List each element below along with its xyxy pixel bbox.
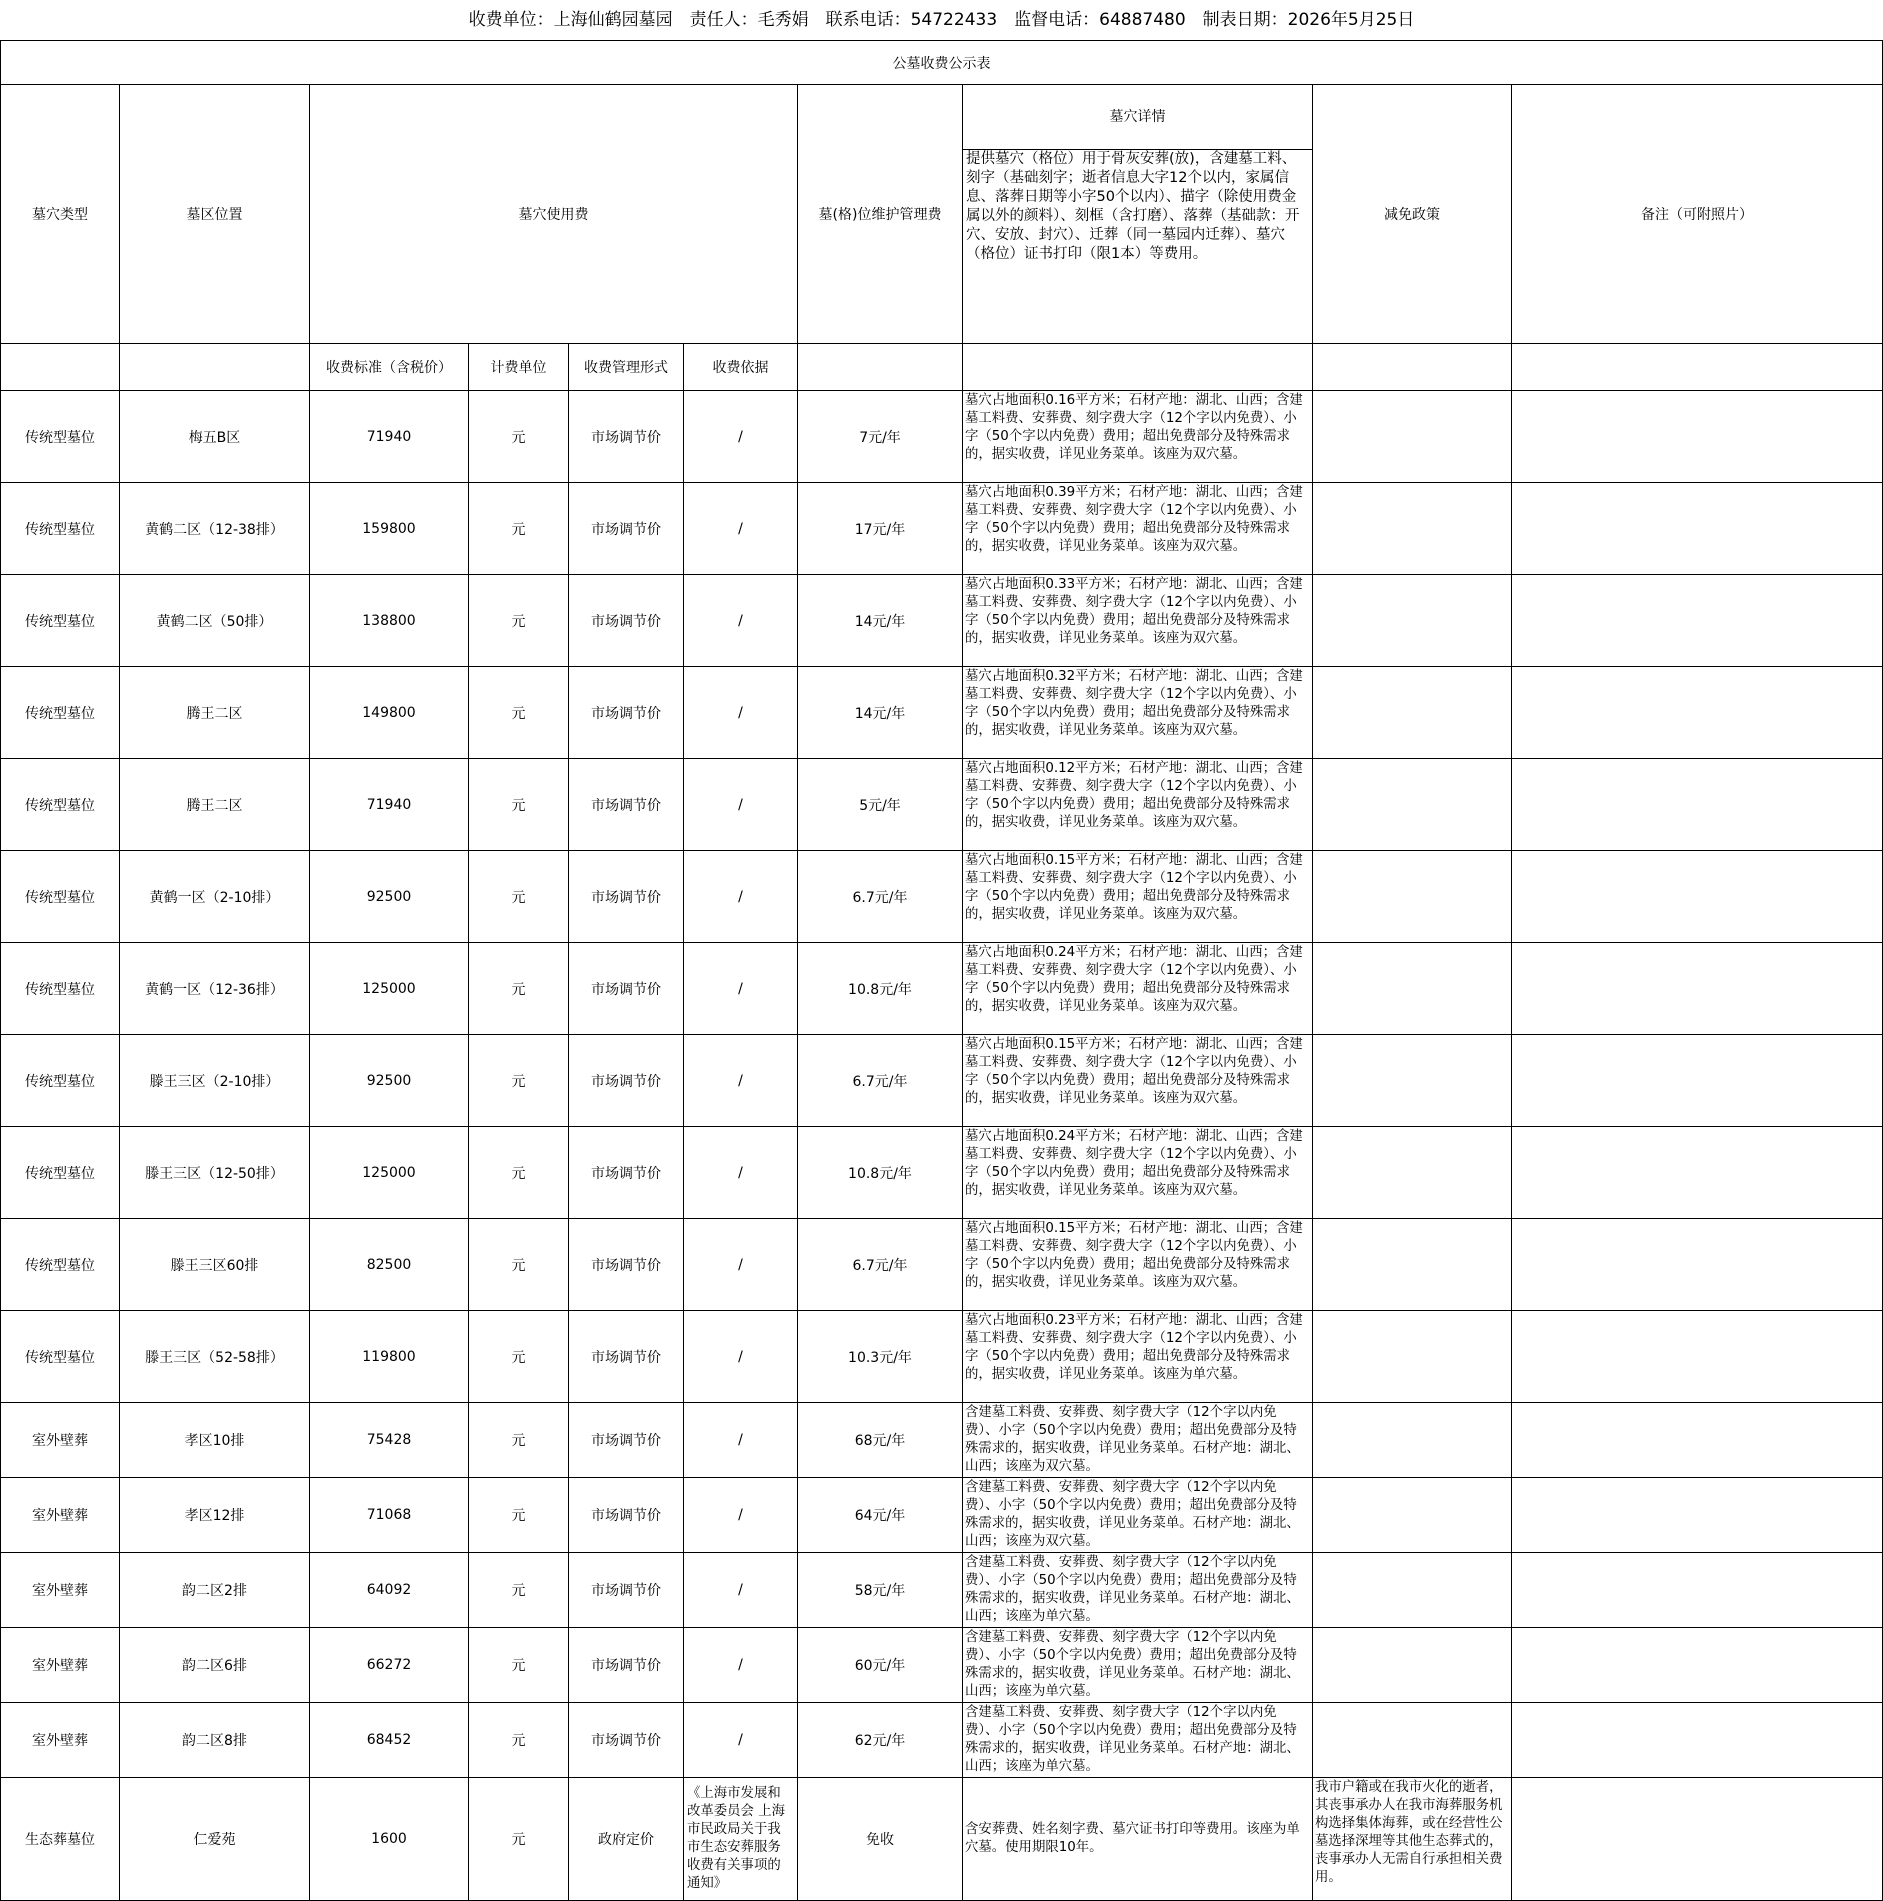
cell-remark	[1512, 759, 1883, 851]
cell-location: 滕王三区（12-50排）	[120, 1127, 310, 1219]
cell-location: 仁爱苑	[120, 1778, 310, 1901]
cell-mode: 市场调节价	[569, 391, 684, 483]
cell-mode: 市场调节价	[569, 1127, 684, 1219]
cell-maintenance: 17元/年	[798, 483, 963, 575]
cell-remark	[1512, 483, 1883, 575]
cell-basis: /	[684, 1219, 798, 1311]
cell-basis: 《上海市发展和改革委员会 上海市民政局关于我市生态安葬服务收费有关事项的通知》	[684, 1778, 798, 1901]
table-row	[1, 1628, 1883, 1703]
cell-unit: 元	[469, 1035, 569, 1127]
cell-policy	[1313, 575, 1512, 667]
cell-location: 腾王二区	[120, 759, 310, 851]
cell-unit: 元	[469, 851, 569, 943]
cell-unit: 元	[469, 1403, 569, 1478]
cell-location: 孝区10排	[120, 1403, 310, 1478]
cell-basis: /	[684, 759, 798, 851]
cell-price: 1600	[310, 1778, 469, 1901]
cell-maintenance: 10.3元/年	[798, 1311, 963, 1403]
cell-remark	[1512, 851, 1883, 943]
cell-detail: 墓穴占地面积0.15平方米；石材产地：湖北、山西；含建墓工料费、安葬费、刻字费大字（12个字以内免费）、小字（50个字以内免费）费用；超出免费部分及特殊需求的，据实收费，详见业务菜单。该座为双穴墓。	[963, 1219, 1313, 1311]
cell-detail: 墓穴占地面积0.16平方米；石材产地：湖北、山西；含建墓工料费、安葬费、刻字费大字（12个字以内免费）、小字（50个字以内免费）费用；超出免费部分及特殊需求的，据实收费，详见业务菜单。该座为双穴墓。	[963, 391, 1313, 483]
cell-maintenance: 6.7元/年	[798, 1035, 963, 1127]
cell-type: 室外壁葬	[1, 1703, 120, 1778]
cell-type: 传统型墓位	[1, 759, 120, 851]
cell-type: 传统型墓位	[1, 851, 120, 943]
cell-mode: 市场调节价	[569, 759, 684, 851]
cell-location: 腾王二区	[120, 667, 310, 759]
cell-type: 传统型墓位	[1, 391, 120, 483]
cell-maintenance: 免收	[798, 1778, 963, 1901]
fee-table	[0, 40, 1883, 1901]
cell-maintenance: 64元/年	[798, 1478, 963, 1553]
cell-type: 室外壁葬	[1, 1553, 120, 1628]
cell-unit: 元	[469, 667, 569, 759]
cell-remark	[1512, 575, 1883, 667]
cell-price: 149800	[310, 667, 469, 759]
cell-location: 孝区12排	[120, 1478, 310, 1553]
subheader-blank	[120, 344, 310, 391]
col-detail-note: 提供墓穴（格位）用于骨灰安葬(放)，含建墓工料、刻字（基础刻字；逝者信息大字12个以内，家属信息、落葬日期等小字50个以内）、描字（除使用费金属以外的颜料）、刻框（含打磨）、落葬（基础款：开穴、安放、封穴）、迁葬（同一墓园内迁葬）、墓穴（格位）证书打印（限1本）等费用。	[966, 151, 1300, 262]
cell-price: 125000	[310, 943, 469, 1035]
table-title: 公墓收费公示表	[1, 41, 1883, 85]
cell-policy	[1313, 1219, 1512, 1311]
cell-remark	[1512, 667, 1883, 759]
cell-policy	[1313, 1403, 1512, 1478]
col-usage-fee-header: 墓穴使用费	[310, 85, 798, 344]
cell-policy	[1313, 1127, 1512, 1219]
cell-basis: /	[684, 391, 798, 483]
cell-location: 韵二区2排	[120, 1553, 310, 1628]
table-row	[1, 943, 1883, 1035]
cell-price: 71068	[310, 1478, 469, 1553]
cell-unit: 元	[469, 1628, 569, 1703]
cell-basis: /	[684, 1035, 798, 1127]
cell-maintenance: 10.8元/年	[798, 1127, 963, 1219]
col-location-header: 墓区位置	[120, 85, 310, 344]
cell-detail: 含安葬费、姓名刻字费、墓穴证书打印等费用。该座为单穴墓。使用期限10年。	[963, 1778, 1313, 1901]
col-type-header: 墓穴类型	[1, 85, 120, 344]
cell-price: 64092	[310, 1553, 469, 1628]
cell-policy	[1313, 483, 1512, 575]
table-row	[1, 1553, 1883, 1628]
cell-type: 传统型墓位	[1, 483, 120, 575]
cell-type: 传统型墓位	[1, 1311, 120, 1403]
cell-basis: /	[684, 851, 798, 943]
subheader-blank	[963, 344, 1313, 391]
cell-unit: 元	[469, 575, 569, 667]
subheader-standard: 收费标准（含税价）	[310, 344, 469, 391]
cell-basis: /	[684, 575, 798, 667]
col-detail-header-cell	[963, 85, 1313, 344]
table-row	[1, 391, 1883, 483]
cell-basis: /	[684, 1403, 798, 1478]
cell-location: 黄鹤一区（12-36排）	[120, 943, 310, 1035]
cell-price: 71940	[310, 391, 469, 483]
cell-policy	[1313, 667, 1512, 759]
cell-detail: 墓穴占地面积0.39平方米；石材产地：湖北、山西；含建墓工料费、安葬费、刻字费大字（12个字以内免费）、小字（50个字以内免费）费用；超出免费部分及特殊需求的，据实收费，详见业务菜单。该座为双穴墓。	[963, 483, 1313, 575]
table-row	[1, 483, 1883, 575]
cell-mode: 市场调节价	[569, 1703, 684, 1778]
table-row	[1, 575, 1883, 667]
table-row	[1, 1035, 1883, 1127]
cell-location: 韵二区8排	[120, 1703, 310, 1778]
table-row	[1, 1127, 1883, 1219]
cell-basis: /	[684, 1553, 798, 1628]
cell-detail: 墓穴占地面积0.24平方米；石材产地：湖北、山西；含建墓工料费、安葬费、刻字费大字（12个字以内免费）、小字（50个字以内免费）费用；超出免费部分及特殊需求的，据实收费，详见业务菜单。该座为双穴墓。	[963, 1127, 1313, 1219]
cell-basis: /	[684, 1127, 798, 1219]
cell-price: 138800	[310, 575, 469, 667]
cell-unit: 元	[469, 391, 569, 483]
col-policy-header: 减免政策	[1313, 85, 1512, 344]
cell-remark	[1512, 1403, 1883, 1478]
cell-remark	[1512, 1478, 1883, 1553]
cell-detail: 墓穴占地面积0.24平方米；石材产地：湖北、山西；含建墓工料费、安葬费、刻字费大字（12个字以内免费）、小字（50个字以内免费）费用；超出免费部分及特殊需求的，据实收费，详见业务菜单。该座为双穴墓。	[963, 943, 1313, 1035]
cell-type: 室外壁葬	[1, 1403, 120, 1478]
cell-location: 滕王三区（52-58排）	[120, 1311, 310, 1403]
cell-basis: /	[684, 667, 798, 759]
cell-policy	[1313, 391, 1512, 483]
cell-remark	[1512, 1127, 1883, 1219]
cell-type: 生态葬墓位	[1, 1778, 120, 1901]
cell-policy	[1313, 1628, 1512, 1703]
cell-policy	[1313, 851, 1512, 943]
cell-remark	[1512, 1703, 1883, 1778]
cell-policy	[1313, 1035, 1512, 1127]
cell-price: 119800	[310, 1311, 469, 1403]
cell-type: 传统型墓位	[1, 1219, 120, 1311]
cell-basis: /	[684, 1703, 798, 1778]
cell-unit: 元	[469, 1778, 569, 1901]
cell-maintenance: 58元/年	[798, 1553, 963, 1628]
cell-maintenance: 6.7元/年	[798, 1219, 963, 1311]
cell-remark	[1512, 1035, 1883, 1127]
cell-price: 68452	[310, 1703, 469, 1778]
cell-detail: 墓穴占地面积0.32平方米；石材产地：湖北、山西；含建墓工料费、安葬费、刻字费大字（12个字以内免费）、小字（50个字以内免费）费用；超出免费部分及特殊需求的，据实收费，详见业务菜单。该座为双穴墓。	[963, 667, 1313, 759]
cell-mode: 市场调节价	[569, 1311, 684, 1403]
cell-location: 梅五B区	[120, 391, 310, 483]
cell-type: 传统型墓位	[1, 1035, 120, 1127]
cell-remark	[1512, 1311, 1883, 1403]
table-row	[1, 1311, 1883, 1403]
cell-location: 滕王三区60排	[120, 1219, 310, 1311]
cell-policy	[1313, 943, 1512, 1035]
cell-remark	[1512, 1628, 1883, 1703]
cell-mode: 市场调节价	[569, 1219, 684, 1311]
cell-location: 滕王三区（2-10排）	[120, 1035, 310, 1127]
cell-location: 黄鹤二区（50排）	[120, 575, 310, 667]
cell-mode: 政府定价	[569, 1778, 684, 1901]
cell-detail: 墓穴占地面积0.15平方米；石材产地：湖北、山西；含建墓工料费、安葬费、刻字费大字（12个字以内免费）、小字（50个字以内免费）费用；超出免费部分及特殊需求的，据实收费，详见业务菜单。该座为双穴墓。	[963, 1035, 1313, 1127]
cell-policy	[1313, 1478, 1512, 1553]
cell-remark	[1512, 1553, 1883, 1628]
cell-price: 71940	[310, 759, 469, 851]
table-row	[1, 1403, 1883, 1478]
cell-detail: 含建墓工料费、安葬费、刻字费大字（12个字以内免费）、小字（50个字以内免费）费用；超出免费部分及特殊需求的，据实收费，详见业务菜单。石材产地：湖北、山西；该座为单穴墓。	[963, 1628, 1313, 1703]
cell-mode: 市场调节价	[569, 1478, 684, 1553]
cell-price: 92500	[310, 851, 469, 943]
cell-type: 室外壁葬	[1, 1478, 120, 1553]
cell-type: 传统型墓位	[1, 667, 120, 759]
cell-maintenance: 14元/年	[798, 575, 963, 667]
table-row	[1, 851, 1883, 943]
table-row	[1, 667, 1883, 759]
cell-basis: /	[684, 483, 798, 575]
cell-mode: 市场调节价	[569, 851, 684, 943]
cell-mode: 市场调节价	[569, 1035, 684, 1127]
cell-type: 传统型墓位	[1, 943, 120, 1035]
cell-price: 125000	[310, 1127, 469, 1219]
cell-detail: 墓穴占地面积0.12平方米；石材产地：湖北、山西；含建墓工料费、安葬费、刻字费大字（12个字以内免费）、小字（50个字以内免费）费用；超出免费部分及特殊需求的，据实收费，详见业务菜单。该座为双穴墓。	[963, 759, 1313, 851]
cell-price: 66272	[310, 1628, 469, 1703]
cell-type: 传统型墓位	[1, 1127, 120, 1219]
cell-policy	[1313, 1553, 1512, 1628]
table-row	[1, 1778, 1883, 1901]
cell-mode: 市场调节价	[569, 483, 684, 575]
cell-policy: 我市户籍或在我市火化的逝者，其丧事承办人在我市海葬服务机构选择集体海葬，或在经营性公墓选择深埋等其他生态葬式的，丧事承办人无需自行承担相关费用。	[1313, 1778, 1512, 1901]
cell-basis: /	[684, 1628, 798, 1703]
cell-mode: 市场调节价	[569, 1403, 684, 1478]
cell-unit: 元	[469, 483, 569, 575]
cell-price: 82500	[310, 1219, 469, 1311]
cell-mode: 市场调节价	[569, 575, 684, 667]
cell-policy	[1313, 759, 1512, 851]
subheader-blank	[1, 344, 120, 391]
cell-location: 黄鹤一区（2-10排）	[120, 851, 310, 943]
subheader-unit: 计费单位	[469, 344, 569, 391]
cell-maintenance: 5元/年	[798, 759, 963, 851]
cell-unit: 元	[469, 1127, 569, 1219]
cell-price: 75428	[310, 1403, 469, 1478]
cell-maintenance: 60元/年	[798, 1628, 963, 1703]
cell-unit: 元	[469, 1311, 569, 1403]
cell-price: 92500	[310, 1035, 469, 1127]
cell-type: 传统型墓位	[1, 575, 120, 667]
cell-remark	[1512, 943, 1883, 1035]
cell-remark	[1512, 1219, 1883, 1311]
col-maintenance-header: 墓(格)位维护管理费	[798, 85, 963, 344]
cell-unit: 元	[469, 1219, 569, 1311]
cell-maintenance: 6.7元/年	[798, 851, 963, 943]
subheader-blank	[1313, 344, 1512, 391]
cell-detail: 含建墓工料费、安葬费、刻字费大字（12个字以内免费）、小字（50个字以内免费）费用；超出免费部分及特殊需求的，据实收费，详见业务菜单。石材产地：湖北、山西；该座为双穴墓。	[963, 1478, 1313, 1553]
table-row	[1, 1219, 1883, 1311]
page-header: 收费单位：上海仙鹤园墓园 责任人：毛秀娟 联系电话：54722433 监督电话：64887480 制表日期：2026年5月25日	[468, 10, 1415, 30]
cell-detail: 含建墓工料费、安葬费、刻字费大字（12个字以内免费）、小字（50个字以内免费）费用；超出免费部分及特殊需求的，据实收费，详见业务菜单。石材产地：湖北、山西；该座为双穴墓。	[963, 1403, 1313, 1478]
cell-remark	[1512, 391, 1883, 483]
table-row	[1, 1478, 1883, 1553]
cell-location: 韵二区6排	[120, 1628, 310, 1703]
cell-maintenance: 10.8元/年	[798, 943, 963, 1035]
cell-detail: 墓穴占地面积0.23平方米；石材产地：湖北、山西；含建墓工料费、安葬费、刻字费大字（12个字以内免费）、小字（50个字以内免费）费用；超出免费部分及特殊需求的，据实收费，详见业务菜单。该座为单穴墓。	[963, 1311, 1313, 1403]
cell-unit: 元	[469, 759, 569, 851]
cell-mode: 市场调节价	[569, 667, 684, 759]
subheader-basis: 收费依据	[684, 344, 798, 391]
cell-detail: 墓穴占地面积0.33平方米；石材产地：湖北、山西；含建墓工料费、安葬费、刻字费大字（12个字以内免费）、小字（50个字以内免费）费用；超出免费部分及特殊需求的，据实收费，详见业务菜单。该座为双穴墓。	[963, 575, 1313, 667]
cell-mode: 市场调节价	[569, 1628, 684, 1703]
cell-basis: /	[684, 1311, 798, 1403]
subheader-blank	[1512, 344, 1883, 391]
col-detail-header: 墓穴详情	[963, 85, 1313, 150]
cell-location: 黄鹤二区（12-38排）	[120, 483, 310, 575]
cell-unit: 元	[469, 1703, 569, 1778]
cell-maintenance: 68元/年	[798, 1403, 963, 1478]
subheader-blank	[798, 344, 963, 391]
cell-policy	[1313, 1703, 1512, 1778]
cell-mode: 市场调节价	[569, 1553, 684, 1628]
table-row	[1, 759, 1883, 851]
cell-detail: 墓穴占地面积0.15平方米；石材产地：湖北、山西；含建墓工料费、安葬费、刻字费大字（12个字以内免费）、小字（50个字以内免费）费用；超出免费部分及特殊需求的，据实收费，详见业务菜单。该座为双穴墓。	[963, 851, 1313, 943]
col-remark-header: 备注（可附照片）	[1512, 85, 1883, 344]
cell-detail: 含建墓工料费、安葬费、刻字费大字（12个字以内免费）、小字（50个字以内免费）费用；超出免费部分及特殊需求的，据实收费，详见业务菜单。石材产地：湖北、山西；该座为单穴墓。	[963, 1553, 1313, 1628]
cell-policy	[1313, 1311, 1512, 1403]
cell-unit: 元	[469, 1553, 569, 1628]
cell-basis: /	[684, 943, 798, 1035]
subheader-mode: 收费管理形式	[569, 344, 684, 391]
cell-maintenance: 14元/年	[798, 667, 963, 759]
cell-remark	[1512, 1778, 1883, 1901]
cell-maintenance: 62元/年	[798, 1703, 963, 1778]
cell-unit: 元	[469, 1478, 569, 1553]
cell-type: 室外壁葬	[1, 1628, 120, 1703]
table-row	[1, 1703, 1883, 1778]
cell-unit: 元	[469, 943, 569, 1035]
cell-price: 159800	[310, 483, 469, 575]
cell-basis: /	[684, 1478, 798, 1553]
cell-maintenance: 7元/年	[798, 391, 963, 483]
cell-mode: 市场调节价	[569, 943, 684, 1035]
cell-detail: 含建墓工料费、安葬费、刻字费大字（12个字以内免费）、小字（50个字以内免费）费用；超出免费部分及特殊需求的，据实收费，详见业务菜单。石材产地：湖北、山西；该座为单穴墓。	[963, 1703, 1313, 1778]
